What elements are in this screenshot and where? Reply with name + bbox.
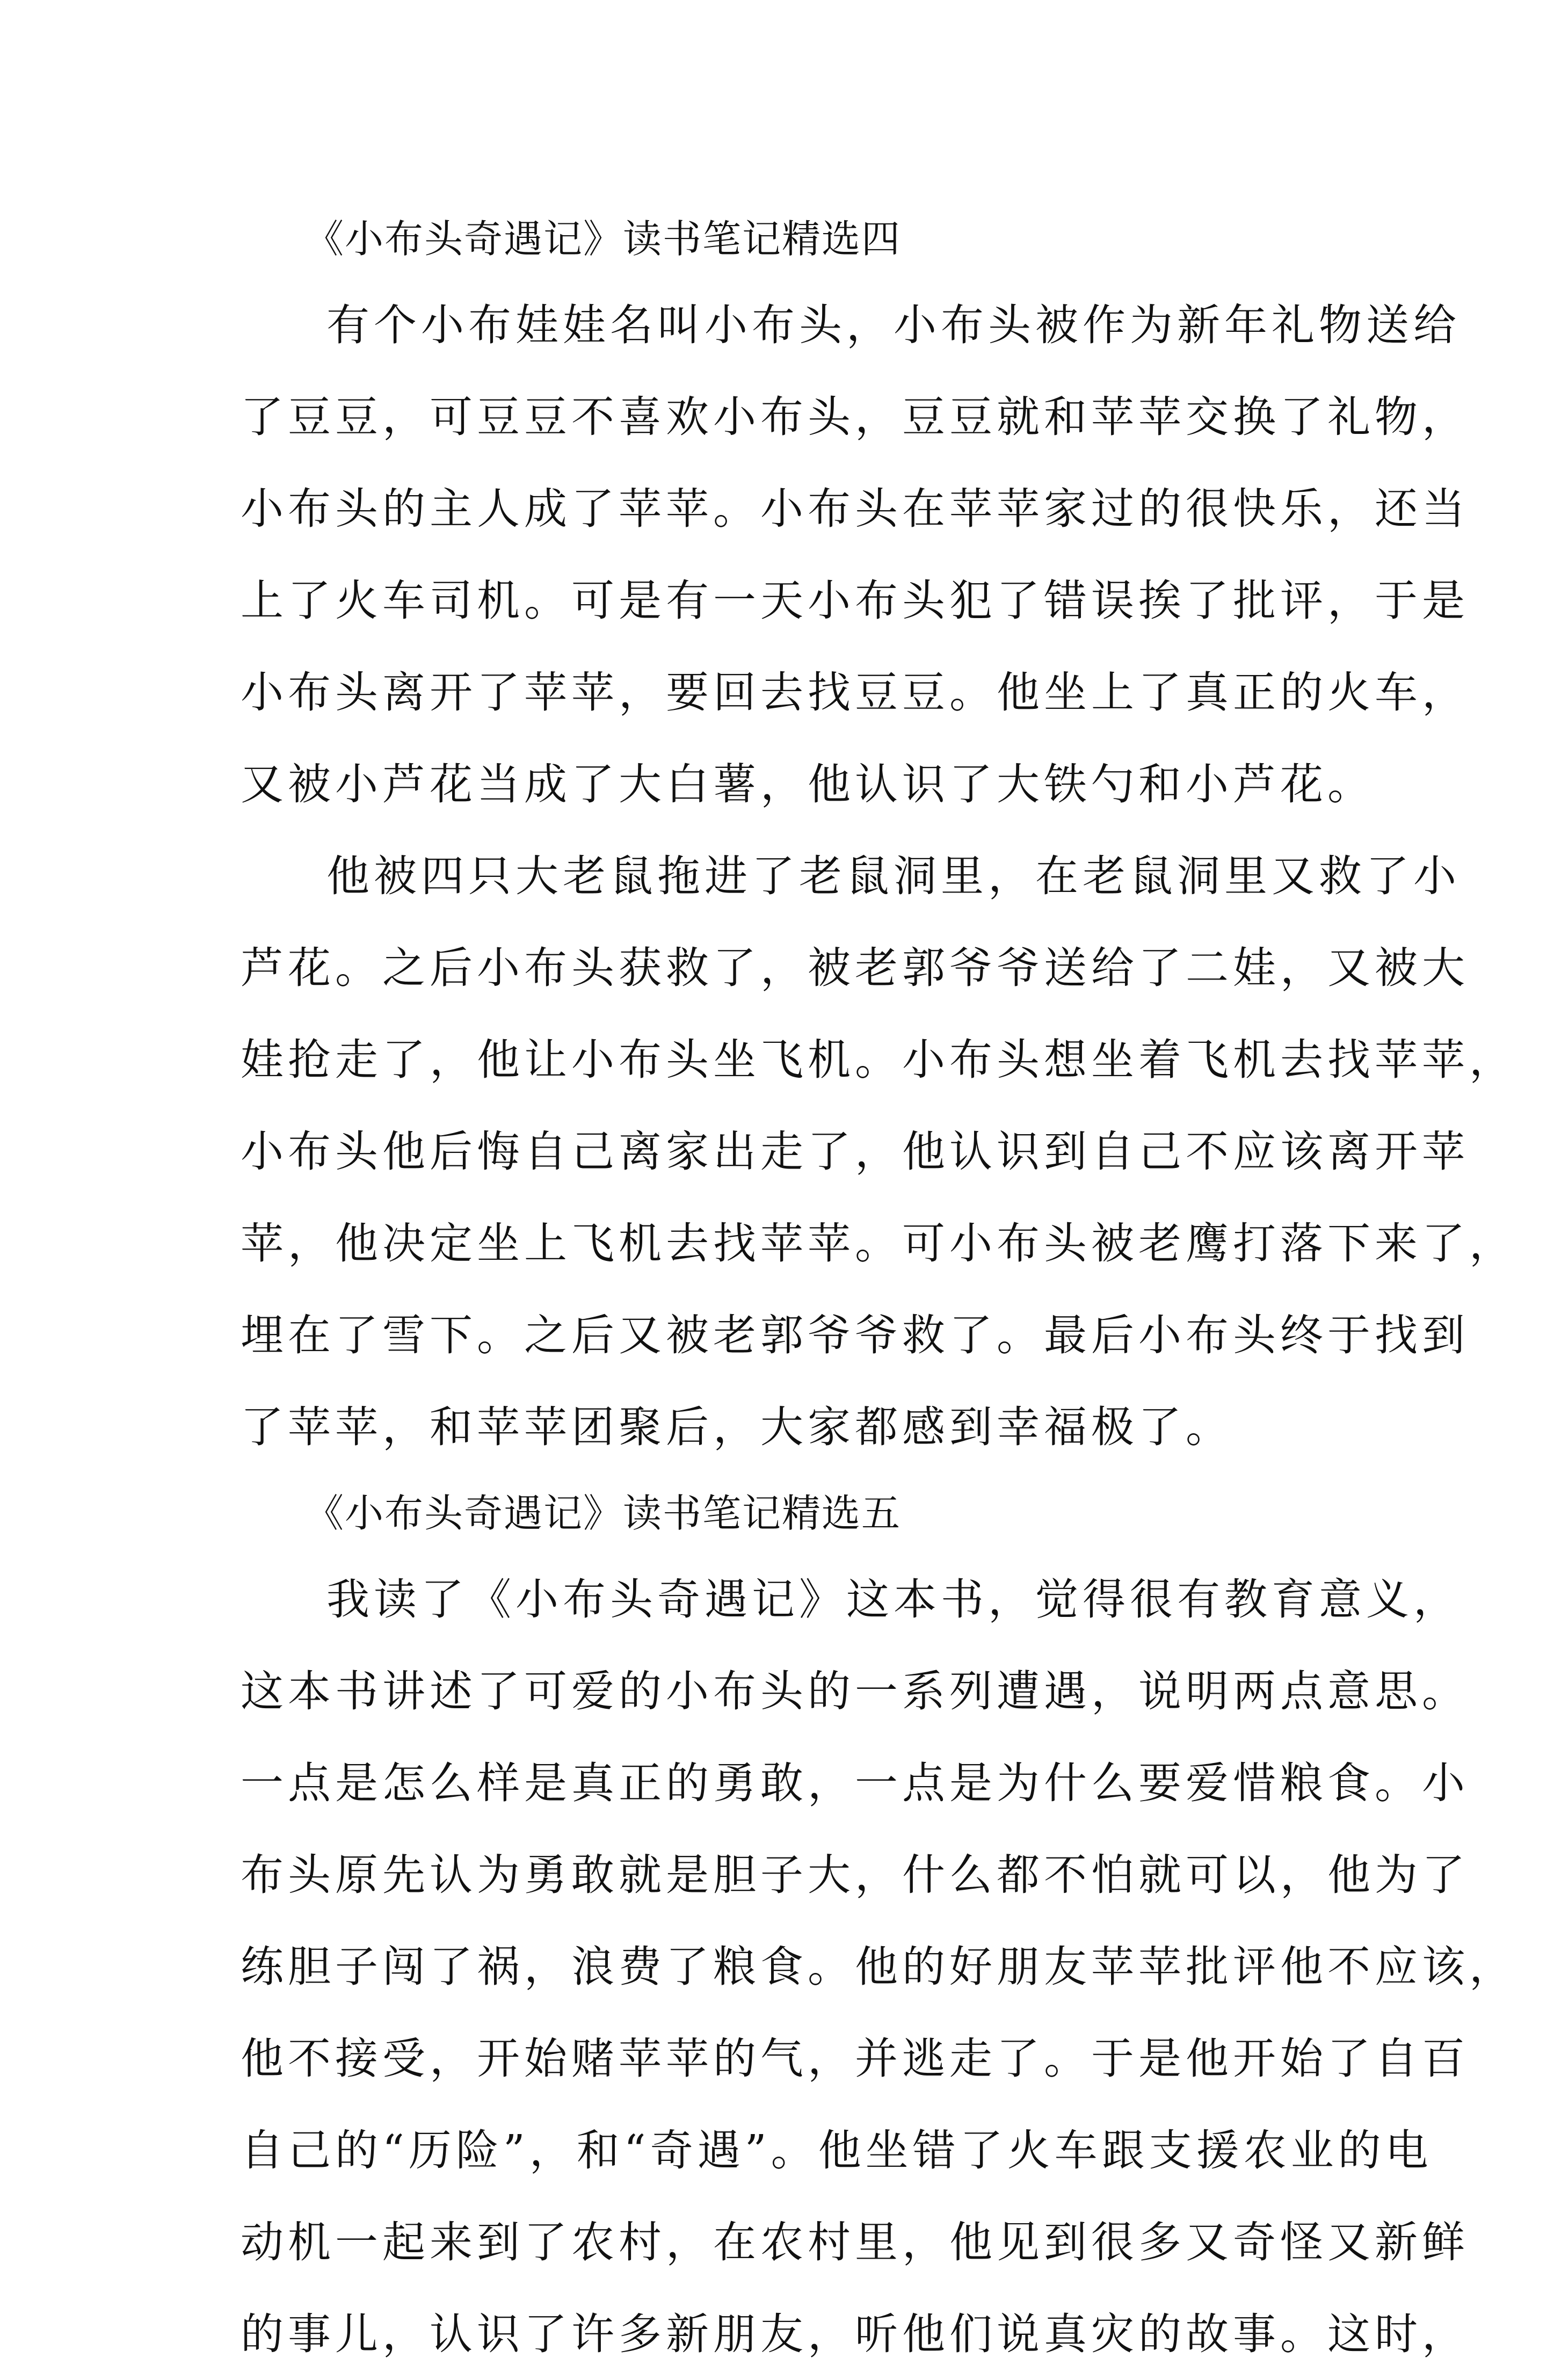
paragraph-line: 了苹苹，和苹苹团聚后，大家都感到幸福极了。 (241, 1402, 1233, 1452)
paragraph-line: 这本书讲述了可爱的小布头的一系列遭遇，说明两点意思。 (241, 1666, 1469, 1716)
paragraph-line: 的事儿，认识了许多新朋友，听他们说真灾的故事。这时， (241, 2309, 1469, 2359)
paragraph-line: 布头原先认为勇敢就是胆子大，什么都不怕就可以，他为了 (241, 1850, 1469, 1900)
paragraph-line: 他不接受，开始赌苹苹的气，并逃走了。于是他开始了自百 (241, 2034, 1469, 2084)
paragraph-line: 了豆豆，可豆豆不喜欢小布头，豆豆就和苹苹交换了礼物， (241, 392, 1469, 442)
paragraph (241, 279, 1469, 830)
paragraph-line: 小布头他后悔自己离家出走了，他认识到自己不应该离开苹 (241, 1127, 1469, 1177)
paragraph-line: 小布头的主人成了苹苹。小布头在苹苹家过的很快乐，还当 (241, 484, 1469, 534)
paragraph-line: 练胆子闯了祸，浪费了粮食。他的好朋友苹苹批评他不应该， (241, 1942, 1516, 1992)
paragraph-line: 上了火车司机。可是有一天小布头犯了错误挨了批评，于是 (241, 576, 1469, 626)
paragraph-line: 自己的“历险”，和“奇遇”。他坐错了火车跟支援农业的电 (241, 2125, 1433, 2175)
paragraph (241, 830, 1516, 1473)
paragraph-line: 一点是怎么样是真正的勇敢，一点是为什么要爱惜粮食。小 (241, 1758, 1469, 1808)
paragraph-line: 芦花。之后小布头获救了，被老郭爷爷送给了二娃，又被大 (241, 943, 1469, 993)
paragraph-line: 我读了《小布头奇遇记》这本书，觉得很有教育意义， (326, 1574, 1461, 1624)
section-heading: 《小布头奇遇记》读书笔记精选五 (305, 1491, 902, 1536)
paragraph-line: 苹，他决定坐上飞机去找苹苹。可小布头被老鹰打落下来了， (241, 1218, 1516, 1268)
paragraph-line: 小布头离开了苹苹，要回去找豆豆。他坐上了真正的火车， (241, 667, 1469, 717)
paragraph-line: 娃抢走了，他让小布头坐飞机。小布头想坐着飞机去找苹苹， (241, 1035, 1516, 1085)
paragraph-line: 埋在了雪下。之后又被老郭爷爷救了。最后小布头终于找到 (241, 1310, 1469, 1360)
section-heading: 《小布头奇遇记》读书笔记精选四 (305, 216, 902, 262)
paragraph (241, 1554, 1516, 2380)
paragraph-line: 有个小布娃娃名叫小布头，小布头被作为新年礼物送给 (326, 300, 1461, 350)
document-body (241, 199, 1516, 2380)
paragraph-line: 动机一起来到了农村，在农村里，他见到很多又奇怪又新鲜 (241, 2217, 1469, 2267)
paragraph-line: 他被四只大老鼠拖进了老鼠洞里，在老鼠洞里又救了小 (326, 851, 1461, 901)
paragraph-line: 又被小芦花当成了大白薯，他认识了大铁勺和小芦花。 (241, 759, 1375, 809)
